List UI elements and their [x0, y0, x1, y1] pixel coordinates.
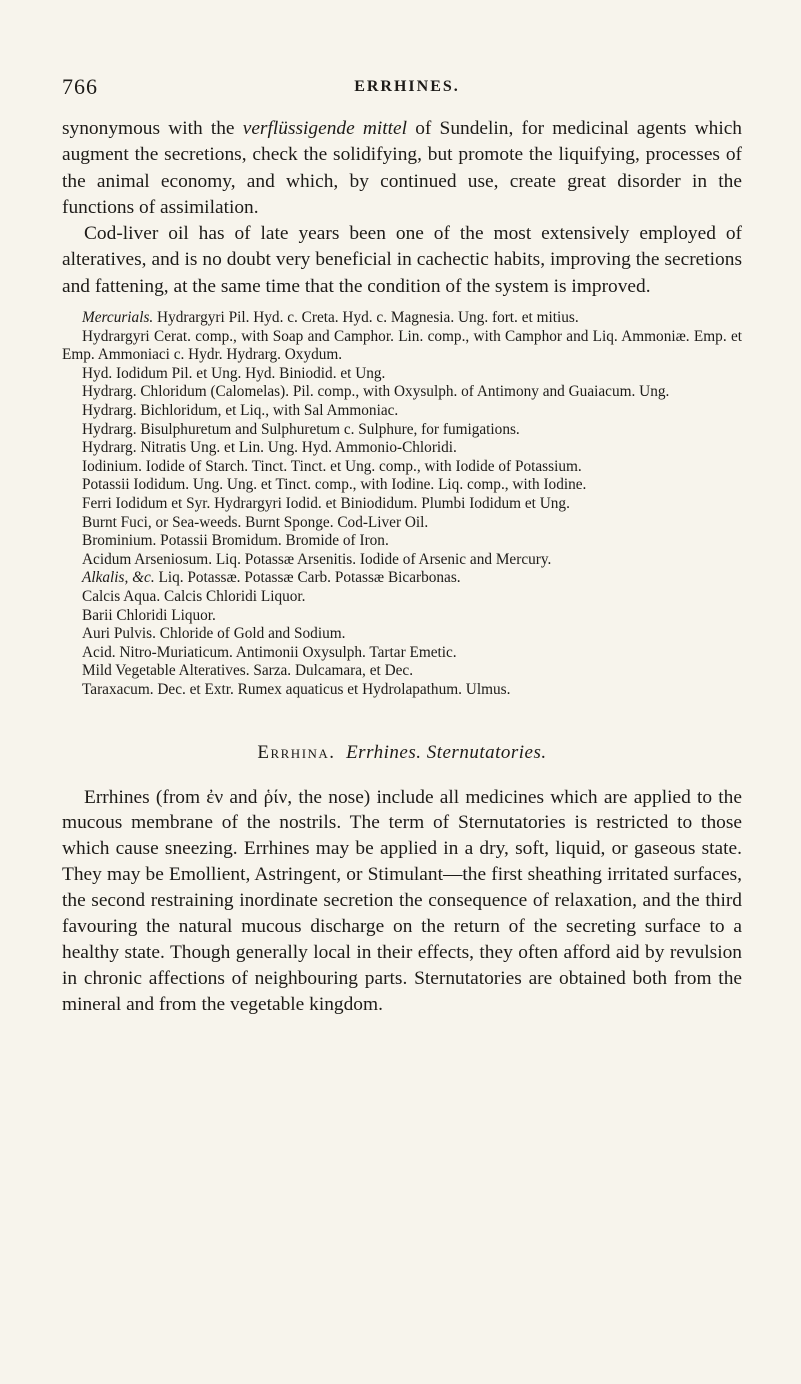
list-item: Brominium. Potassii Bromidum. Bromide of Iron.: [82, 532, 389, 550]
alkalis-label: Alkalis, &c.: [82, 569, 155, 587]
section-heading-english: Errhines. Sternutatories.: [346, 741, 547, 763]
list-item: Acidum Arseniosum. Liq. Potassæ Arsenitis. Iodide of Arsenic and Mercury.: [82, 550, 552, 568]
list-item: Hydrarg. Bichloridum, et Liq., with Sal Ammoniac.: [82, 402, 399, 420]
running-head: ERRHINES.: [354, 78, 460, 95]
section-heading-latin: Errhina.: [257, 741, 336, 763]
list-item: Hydrarg. Chloridum (Calomelas). Pil. comp., with Oxysulph. of Antimony and Guaiacum. Ung.: [82, 383, 670, 401]
list-item: Barii Chloridi Liquor.: [82, 606, 216, 624]
list-item: Iodinium. Iodide of Starch. Tinct. Tinct. et Ung. comp., with Iodide of Potassium.: [82, 457, 582, 475]
list-item: Burnt Fuci, or Sea-weeds. Burnt Sponge. Cod-Liver Oil.: [82, 513, 429, 531]
page-body: [62, 116, 742, 1018]
list-item: Hydrarg. Bisulphuretum and Sulphuretum c. Sulphure, for fumigations.: [82, 420, 520, 438]
list-item: Hyd. Iodidum Pil. et Ung. Hyd. Biniodid. et Ung.: [82, 364, 386, 382]
list-item: Hydrargyri Cerat. comp., with Soap and Camphor. Lin. comp., with Camphor and Liq. Ammoniæ. Emp. et Emp. Ammoniaci c. Hydr. Hydrarg. Oxydum.: [62, 327, 742, 364]
alkalis-text: Liq. Potassæ. Potassæ Carb. Potassæ Bicarbonas.: [154, 569, 461, 587]
list-item: Auri Pulvis. Chloride of Gold and Sodium.: [82, 625, 346, 643]
list-item: Mild Vegetable Alteratives. Sarza. Dulcamara, et Dec.: [82, 662, 414, 680]
list-item: Calcis Aqua. Calcis Chloridi Liquor.: [82, 587, 306, 605]
para1-text-a: synonymous with the: [62, 118, 243, 139]
list-item: Taraxacum. Dec. et Extr. Rumex aquaticus et Hydrolapathum. Ulmus.: [82, 680, 511, 698]
alteratives-list: [62, 309, 742, 699]
para1-text-b: of Sundelin, for medicinal agents which augment the secretions, check the solidifying, but promote the liquifying, processes of the animal economy, and which, by continued use, create great disorder in the functions of assimilation.: [62, 118, 743, 218]
paragraph-cod-liver-oil: Cod-liver oil has of late years been one of the most extensively employed of alteratives, and is no doubt very beneficial in cachectic habits, improving the secretions and fattening, at the same time that the condition of the system is improved.: [62, 223, 742, 297]
mercurials-text: Hydrargyri Pil. Hyd. c. Creta. Hyd. c. Magnesia. Ung. fort. et mitius.: [153, 309, 579, 327]
list-item: Acid. Nitro-Muriaticum. Antimonii Oxysulph. Tartar Emetic.: [82, 643, 457, 661]
list-item-mercurials: [62, 309, 742, 328]
paragraph-synonymous: [62, 116, 742, 221]
list-item-alkalis: [62, 569, 742, 588]
para1-emphasis: verflüssigende mittel: [242, 118, 408, 139]
section-heading: [62, 742, 742, 764]
list-item: Ferri Iodidum et Syr. Hydrargyri Iodid. et Biniodidum. Plumbi Iodidum et Ung.: [82, 495, 570, 513]
paragraph-errhines: Errhines (from ἐν and ῥίν, the nose) include all medicines which are applied to the mucous membrane of the nostrils. The term of Sternutatories is restricted to those which cause sneezing. Errhines may be applied in a dry, soft, liquid, or gaseous state. They may be Emollient, Astringent, or Stimulant—the first sheathing irritated surfaces, the second restraining inordinate secretion the consequence of relaxation, and the third favouring the natural mucous discharge on the return of the secreting surface to a healthy state. Though generally local in their effects, they often afford aid by revulsion in chronic affections of neighbouring parts. Sternutatories are obtained both from the mineral and from the vegetable kingdom.: [62, 786, 742, 1015]
page-header: [62, 74, 752, 104]
list-item: Potassii Iodidum. Ung. Ung. et Tinct. comp., with Iodine. Liq. comp., with Iodine.: [82, 476, 587, 494]
list-item: Hydrarg. Nitratis Ung. et Lin. Ung. Hyd. Ammonio-Chloridi.: [82, 439, 457, 457]
page-number: 766: [62, 74, 98, 99]
mercurials-label: Mercurials.: [82, 309, 154, 327]
